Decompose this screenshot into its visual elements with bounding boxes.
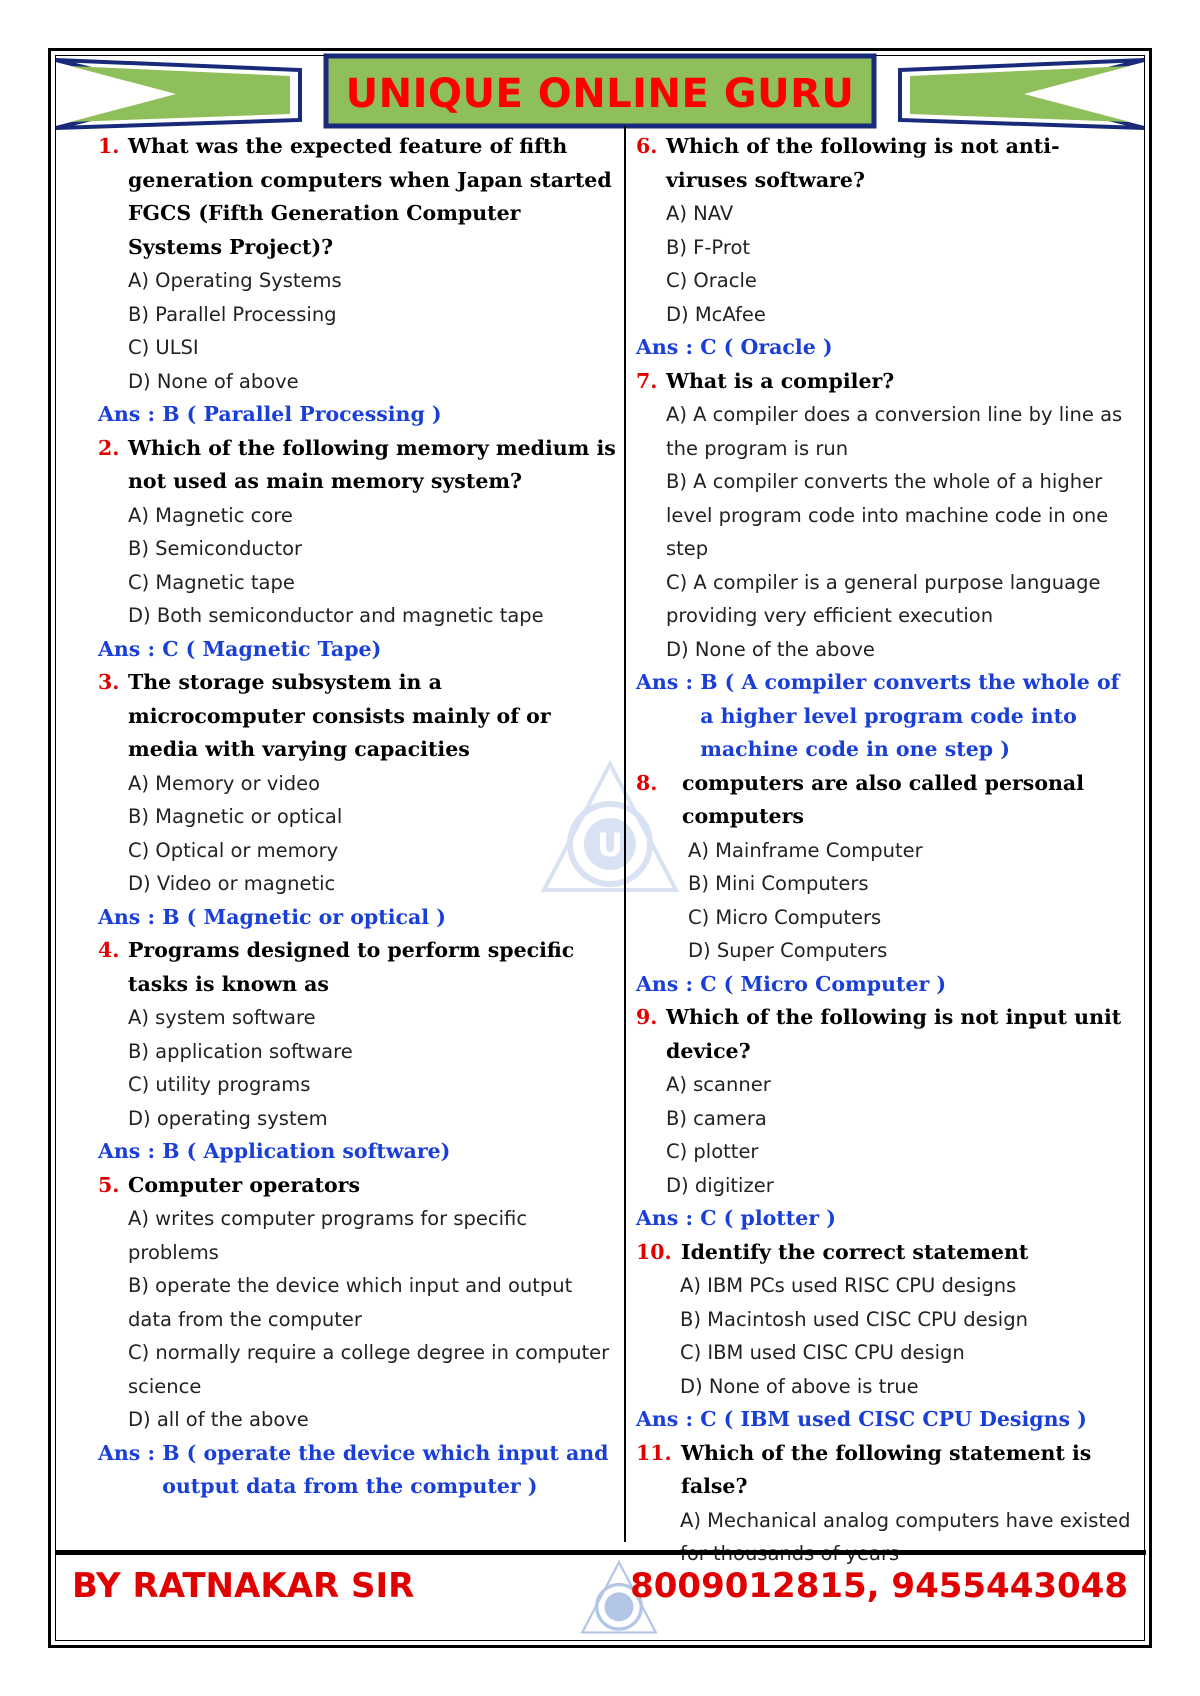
answer-option: B) operate the device which input and output data from the computer — [128, 1274, 573, 1331]
answer-text: B ( Application software) — [162, 1139, 451, 1163]
answer-option: A) system software — [128, 1006, 316, 1029]
answer-option: C) utility programs — [128, 1073, 311, 1096]
question-block — [636, 130, 1136, 365]
answer-option: D) None of above — [128, 369, 299, 393]
left-column — [98, 130, 618, 1504]
question-number: 8. — [636, 770, 658, 795]
answer-label: Ans : — [98, 636, 163, 661]
question-block — [98, 1169, 618, 1504]
question-header — [636, 1001, 1136, 1068]
correct-answer — [98, 1437, 618, 1504]
question-header — [636, 767, 1136, 834]
question-text: What was the expected feature of fifth generation computers when Japan started FGCS (Fifth Generation Computer Systems Project)? — [128, 134, 612, 259]
correct-answer — [636, 331, 1136, 365]
answer-label: Ans : — [636, 1407, 701, 1431]
answer-label: Ans : — [636, 335, 701, 359]
answer-option: B) Mini Computers — [688, 872, 869, 895]
question-block — [98, 934, 618, 1169]
answer-text: B ( Parallel Processing ) — [162, 402, 442, 426]
question-header — [98, 934, 618, 1001]
answer-option: B) Parallel Processing — [128, 302, 337, 326]
answer-option: C) ULSI — [128, 336, 199, 359]
answer-option: D) operating system — [128, 1106, 328, 1130]
answer-option: C) IBM used CISC CPU design — [680, 1341, 965, 1364]
answer-option: A) IBM PCs used RISC CPU designs — [680, 1274, 1017, 1297]
correct-answer — [636, 1202, 1136, 1236]
question-block — [636, 1236, 1136, 1437]
answer-option: D) all of the above — [128, 1408, 309, 1431]
question-block — [636, 767, 1136, 1002]
correct-answer — [636, 1403, 1136, 1437]
answer-option: C) Magnetic tape — [128, 570, 295, 594]
correct-answer — [98, 633, 618, 667]
question-block — [98, 666, 618, 934]
answer-text: B ( A compiler converts the whole of a higher level program code into machine code in one step ) — [700, 670, 1120, 761]
question-block — [98, 130, 618, 432]
answer-option: C) normally require a college degree in computer science — [128, 1341, 610, 1398]
question-number: 4. — [98, 938, 120, 962]
question-number: 3. — [98, 670, 120, 694]
answer-label: Ans : — [98, 402, 163, 426]
watermark-letter: U — [597, 826, 623, 864]
answer-option: D) None of the above — [666, 637, 875, 661]
question-number: 7. — [636, 368, 658, 393]
question-header — [98, 666, 618, 767]
answer-option: D) Super Computers — [688, 939, 888, 962]
question-text: Which of the following is not input unit device? — [666, 1005, 1122, 1063]
answer-option: C) Oracle — [666, 269, 757, 292]
question-number: 1. — [98, 134, 120, 158]
answer-label: Ans : — [98, 1139, 163, 1163]
answer-option: B) Semiconductor — [128, 537, 303, 560]
answer-text: B ( operate the device which input and output data from the computer ) — [162, 1440, 609, 1498]
answer-option: A) Memory or video — [128, 771, 321, 795]
correct-answer — [636, 666, 1136, 767]
question-number: 6. — [636, 134, 658, 158]
question-block — [636, 365, 1136, 767]
answer-option: B) application software — [128, 1039, 353, 1063]
answer-option: A) Operating Systems — [128, 269, 342, 292]
column-divider — [624, 126, 626, 1542]
answer-option: D) None of above is true — [680, 1374, 919, 1398]
answer-option: B) F-Prot — [666, 235, 751, 259]
answer-option: B) camera — [666, 1106, 767, 1130]
correct-answer — [98, 1135, 618, 1169]
answer-option: A) writes computer programs for specific problems — [128, 1207, 528, 1264]
answer-option: D) Both semiconductor and magnetic tape — [128, 604, 544, 627]
correct-answer — [98, 398, 618, 432]
footer-author: BY RATNAKAR SIR — [72, 1566, 415, 1606]
right-column — [636, 130, 1136, 1571]
answer-option: A) Mechanical analog computers have existed — [680, 1508, 1131, 1532]
question-header — [98, 1169, 618, 1203]
question-header — [636, 365, 1136, 399]
question-header — [98, 432, 618, 499]
answer-option: A) scanner — [666, 1073, 771, 1096]
question-number: 10. — [636, 1239, 672, 1264]
answer-label: Ans : — [98, 1440, 163, 1465]
footer-phones: 8009012815, 9455443048 — [630, 1566, 1128, 1606]
answer-option: C) Micro Computers — [688, 905, 882, 929]
answer-option: B) Macintosh used CISC CPU design — [680, 1307, 1028, 1331]
answer-option: A) NAV — [666, 202, 734, 225]
answer-label: Ans : — [636, 1206, 701, 1230]
question-text: The storage subsystem in a microcomputer consists mainly of or media with varying capacities — [128, 670, 551, 761]
question-text: Identify the correct statement — [681, 1239, 1029, 1264]
answer-option: B) A compiler converts the whole of a higher level program code into machine code in one step — [666, 470, 1109, 560]
answer-label: Ans : — [636, 971, 701, 996]
answer-label: Ans : — [636, 670, 701, 694]
answer-label: Ans : — [98, 904, 163, 929]
question-text: computers are also called personal computers — [682, 770, 1084, 828]
answer-text: C ( Oracle ) — [700, 335, 833, 359]
question-text: What is a compiler? — [666, 368, 895, 393]
answer-option: A) Mainframe Computer — [688, 838, 923, 862]
answer-text: C ( IBM used CISC CPU Designs ) — [700, 1407, 1087, 1431]
question-text: Programs designed to perform specific tasks is known as — [128, 938, 575, 996]
answer-option: A) Magnetic core — [128, 503, 293, 527]
answer-option: C) plotter — [666, 1140, 759, 1163]
question-text: Which of the following is not anti-viruses software? — [666, 134, 1060, 192]
question-header — [98, 130, 618, 264]
question-number: 5. — [98, 1172, 120, 1197]
question-number: 11. — [636, 1440, 672, 1465]
answer-option: C) Optical or memory — [128, 838, 339, 862]
question-block — [636, 1001, 1136, 1236]
correct-answer — [98, 901, 618, 935]
question-number: 9. — [636, 1005, 658, 1029]
answer-text: C ( plotter ) — [700, 1206, 836, 1230]
answer-text: C ( Magnetic Tape) — [162, 636, 382, 661]
answer-option: B) Magnetic or optical — [128, 805, 343, 828]
answer-option: D) Video or magnetic — [128, 872, 336, 895]
question-number: 2. — [98, 435, 120, 460]
question-header — [636, 1437, 1136, 1504]
question-block — [98, 432, 618, 667]
question-header — [636, 130, 1136, 197]
page-title: UNIQUE ONLINE GURU — [345, 71, 855, 117]
footer-divider — [56, 1550, 1146, 1555]
answer-text: B ( Magnetic or optical ) — [162, 904, 446, 929]
answer-option: D) digitizer — [666, 1173, 774, 1197]
question-text: Computer operators — [128, 1172, 360, 1197]
question-header — [636, 1236, 1136, 1270]
question-text: Which of the following statement is false? — [681, 1440, 1092, 1498]
correct-answer — [636, 968, 1136, 1002]
answer-option: D) McAfee — [666, 302, 766, 326]
question-text: Which of the following memory medium is not used as main memory system? — [128, 435, 616, 493]
answer-text: C ( Micro Computer ) — [700, 971, 947, 996]
answer-option: C) A compiler is a general purpose language providing very efficient execution — [666, 570, 1101, 627]
answer-option: A) A compiler does a conversion line by line as the program is run — [666, 403, 1123, 460]
